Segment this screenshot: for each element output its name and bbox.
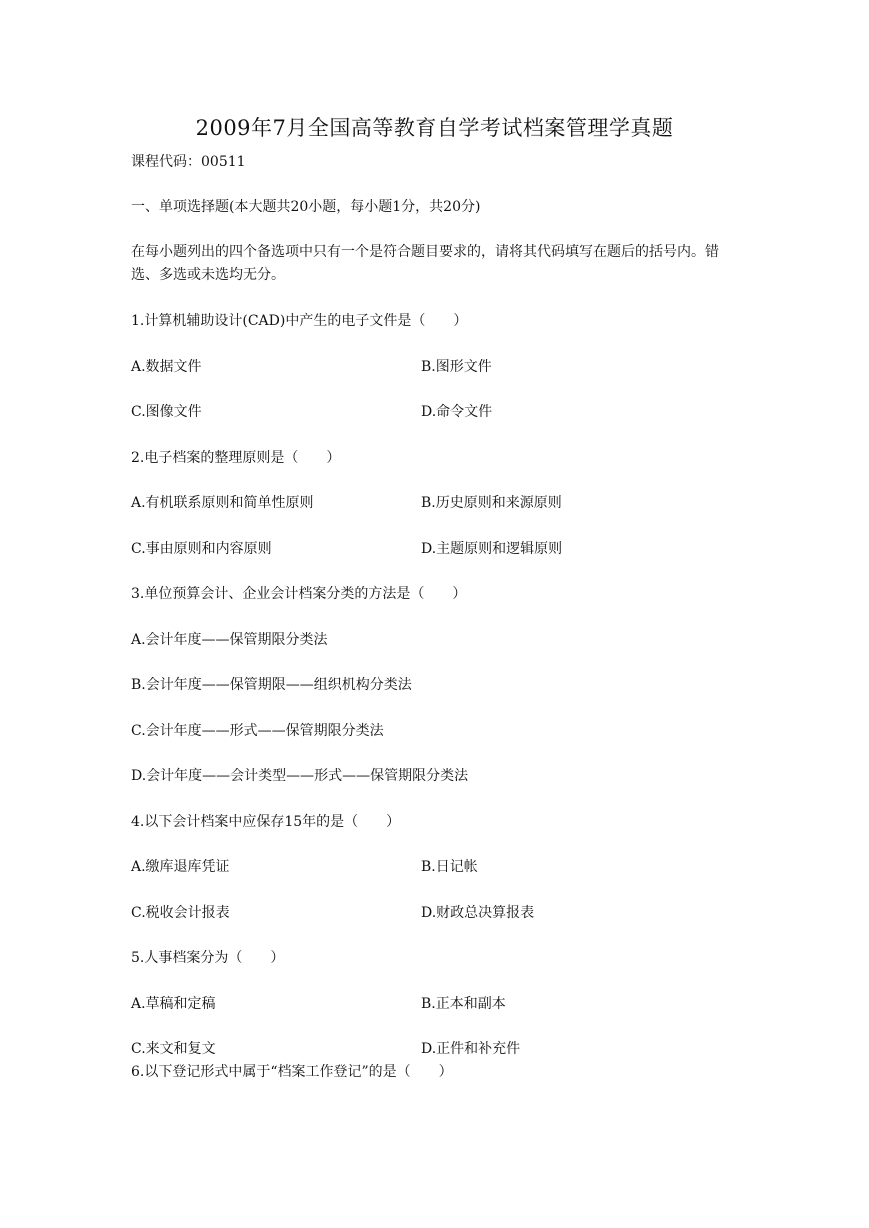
question-2-option-b: B.历史原则和来源原则	[421, 495, 562, 511]
question-4-stem: 4.以下会计档案中应保存15年的是（ ）	[131, 814, 401, 830]
question-4-option-c: C.税收会计报表	[131, 905, 230, 921]
question-4-option-a: A.缴库退库凭证	[131, 859, 230, 875]
question-5-option-b: B.正本和副本	[421, 996, 506, 1012]
question-5-option-a: A.草稿和定稿	[131, 996, 216, 1012]
question-5-option-c: C.来文和复文	[131, 1041, 216, 1057]
question-3-option-c: C.会计年度——形式——保管期限分类法	[131, 723, 384, 739]
question-1-option-d: D.命令文件	[421, 404, 493, 420]
question-3-option-d: D.会计年度——会计类型——形式——保管期限分类法	[131, 768, 469, 784]
question-1-option-b: B.图形文件	[421, 359, 492, 375]
question-1-stem: 1.计算机辅助设计(CAD)中产生的电子文件是（ ）	[131, 313, 468, 329]
question-6-stem: 6.以下登记形式中属于“档案工作登记”的是（ ）	[131, 1064, 453, 1080]
question-1-option-c: C.图像文件	[131, 404, 202, 420]
question-4-option-b: B.日记帐	[421, 859, 478, 875]
page-title: 2009年7月全国高等教育自学考试档案管理学真题	[195, 116, 674, 140]
question-5-stem: 5.人事档案分为（ ）	[131, 950, 285, 966]
question-2-stem: 2.电子档案的整理原则是（ ）	[131, 450, 341, 466]
question-3-option-a: A.会计年度——保管期限分类法	[131, 632, 328, 648]
question-3-option-b: B.会计年度——保管期限——组织机构分类法	[131, 677, 412, 693]
question-3-stem: 3.单位预算会计、企业会计档案分类的方法是（ ）	[131, 586, 467, 602]
section-heading: 一、单项选择题(本大题共20小题，每小题1分，共20分)	[131, 199, 481, 215]
question-2-option-d: D.主题原则和逻辑原则	[421, 541, 563, 557]
course-code: 课程代码：00511	[131, 154, 246, 170]
question-4-option-d: D.财政总决算报表	[421, 905, 535, 921]
question-2-option-a: A.有机联系原则和简单性原则	[131, 495, 314, 511]
instructions: 在每小题列出的四个备选项中只有一个是符合题目要求的，请将其代码填写在题后的括号内。错选、多选或未选均无分。	[131, 244, 719, 283]
question-1-option-a: A.数据文件	[131, 359, 202, 375]
question-2-option-c: C.事由原则和内容原则	[131, 541, 272, 557]
question-5-option-d: D.正件和补充件	[421, 1041, 521, 1057]
